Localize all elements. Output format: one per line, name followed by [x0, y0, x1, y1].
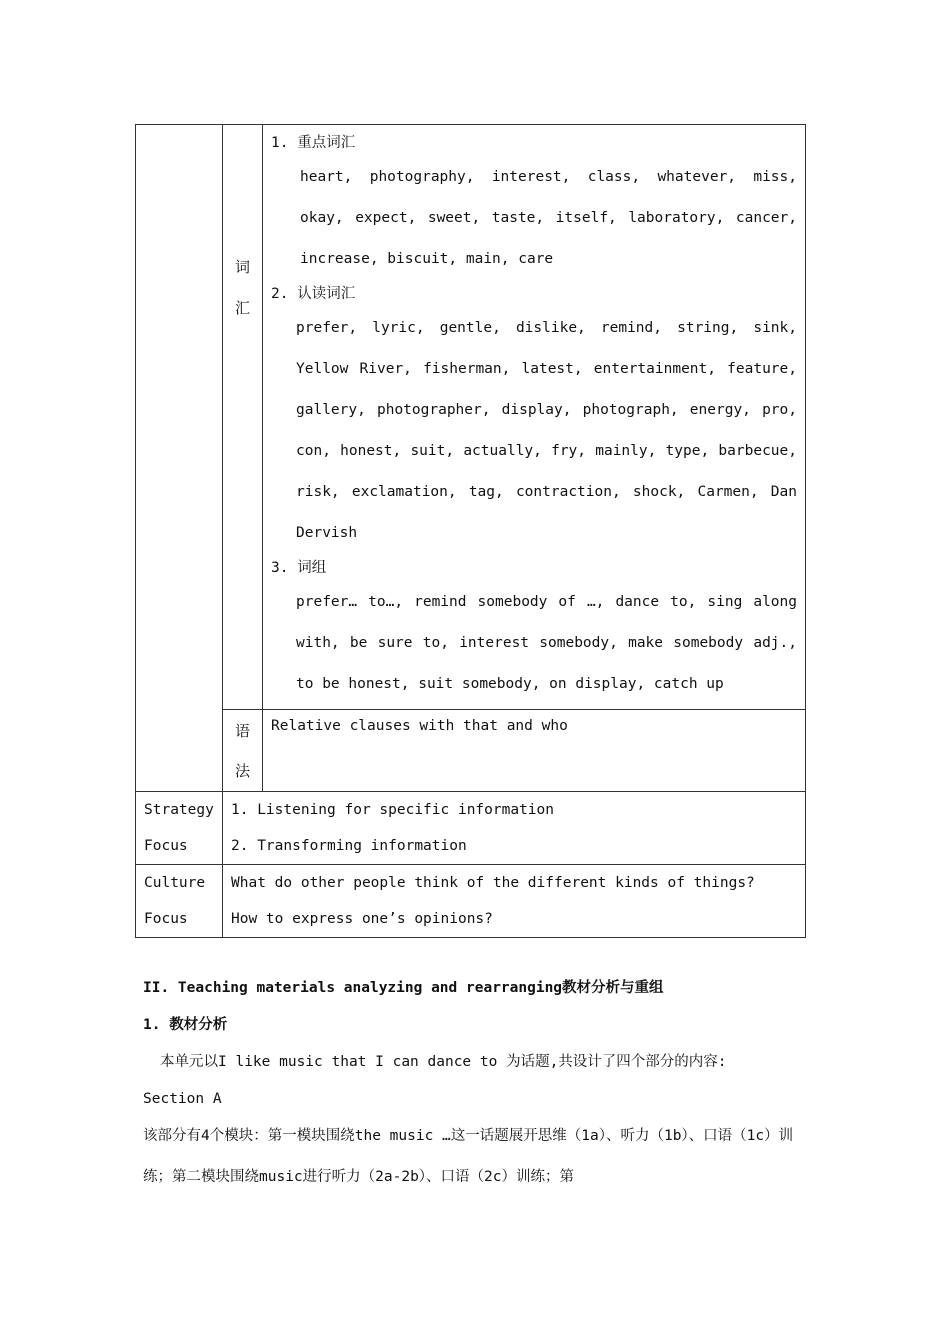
key-vocab-list: heart, photography, interest, class, whatever, miss, okay, expect, sweet, taste, itself, laboratory, cancer, increase, biscuit, main, care	[300, 169, 797, 267]
culture-item-1: What do other people think of the different kinds of things?	[231, 875, 755, 891]
culture-label-line-1: Culture	[144, 875, 206, 891]
strategy-content-cell	[223, 792, 806, 865]
strategy-item-2: 2. Transforming information	[231, 838, 467, 854]
section-2-title: II. Teaching materials analyzing and rearranging教材分析与重组	[143, 980, 664, 996]
analysis-subtitle: 1. 教材分析	[143, 1017, 228, 1033]
vocabulary-label-char-2: 汇	[234, 299, 250, 317]
section-a-label: Section A	[143, 1091, 222, 1107]
vocabulary-content-cell	[263, 125, 806, 710]
strategy-item-1: 1. Listening for specific information	[231, 802, 555, 818]
strategy-label-line-2: Focus	[144, 838, 188, 854]
vocabulary-label-cell	[223, 125, 263, 710]
empty-category-cell	[136, 125, 223, 792]
culture-label-line-2: Focus	[144, 911, 188, 927]
strategy-label-cell	[136, 792, 223, 865]
intro-paragraph: 本单元以I like music that I can dance to 为话题,共设计了四个部分的内容:	[160, 1054, 727, 1070]
lesson-table	[135, 124, 806, 938]
culture-content-cell	[223, 865, 806, 938]
grammar-label-char-1: 语	[234, 722, 250, 740]
reading-vocab-heading: 2. 认读词汇	[271, 286, 356, 302]
vocabulary-row	[136, 125, 806, 710]
culture-label-cell	[136, 865, 223, 938]
reading-vocab-list: prefer, lyric, gentle, dislike, remind, string, sink, Yellow River, fisherman, latest, entertainment, feature, gallery, photographer, display, photograph, energy, pro, con, honest, suit, actually, fry, mainly, type, barbecue, risk, exclamation, tag, contraction, shock, Carmen, Dan Dervish	[296, 320, 797, 541]
key-vocab-heading: 1. 重点词汇	[271, 135, 356, 151]
strategy-label-line-1: Strategy	[144, 802, 214, 818]
section-2-body	[143, 970, 807, 1198]
grammar-label-char-2: 法	[234, 762, 250, 780]
grammar-label-cell	[223, 710, 263, 792]
grammar-row	[136, 710, 806, 792]
culture-item-2: How to express one’s opinions?	[231, 911, 493, 927]
grammar-text: Relative clauses with that and who	[271, 718, 568, 734]
phrases-heading: 3. 词组	[271, 560, 327, 576]
strategy-row	[136, 792, 806, 865]
culture-row	[136, 865, 806, 938]
section-a-paragraph: 该部分有4个模块：第一模块围绕the music …这一话题展开思维（1a）、听力（1b）、口语（1c）训练；第二模块围绕music进行听力（2a-2b）、口语（2c）训练；第	[143, 1128, 794, 1185]
grammar-content-cell	[263, 710, 806, 792]
phrases-list: prefer… to…, remind somebody of …, dance to, sing along with, be sure to, interest somebody, make somebody adj., to be honest, suit somebody, on display, catch up	[296, 594, 797, 692]
vocabulary-label-char-1: 词	[234, 258, 250, 276]
